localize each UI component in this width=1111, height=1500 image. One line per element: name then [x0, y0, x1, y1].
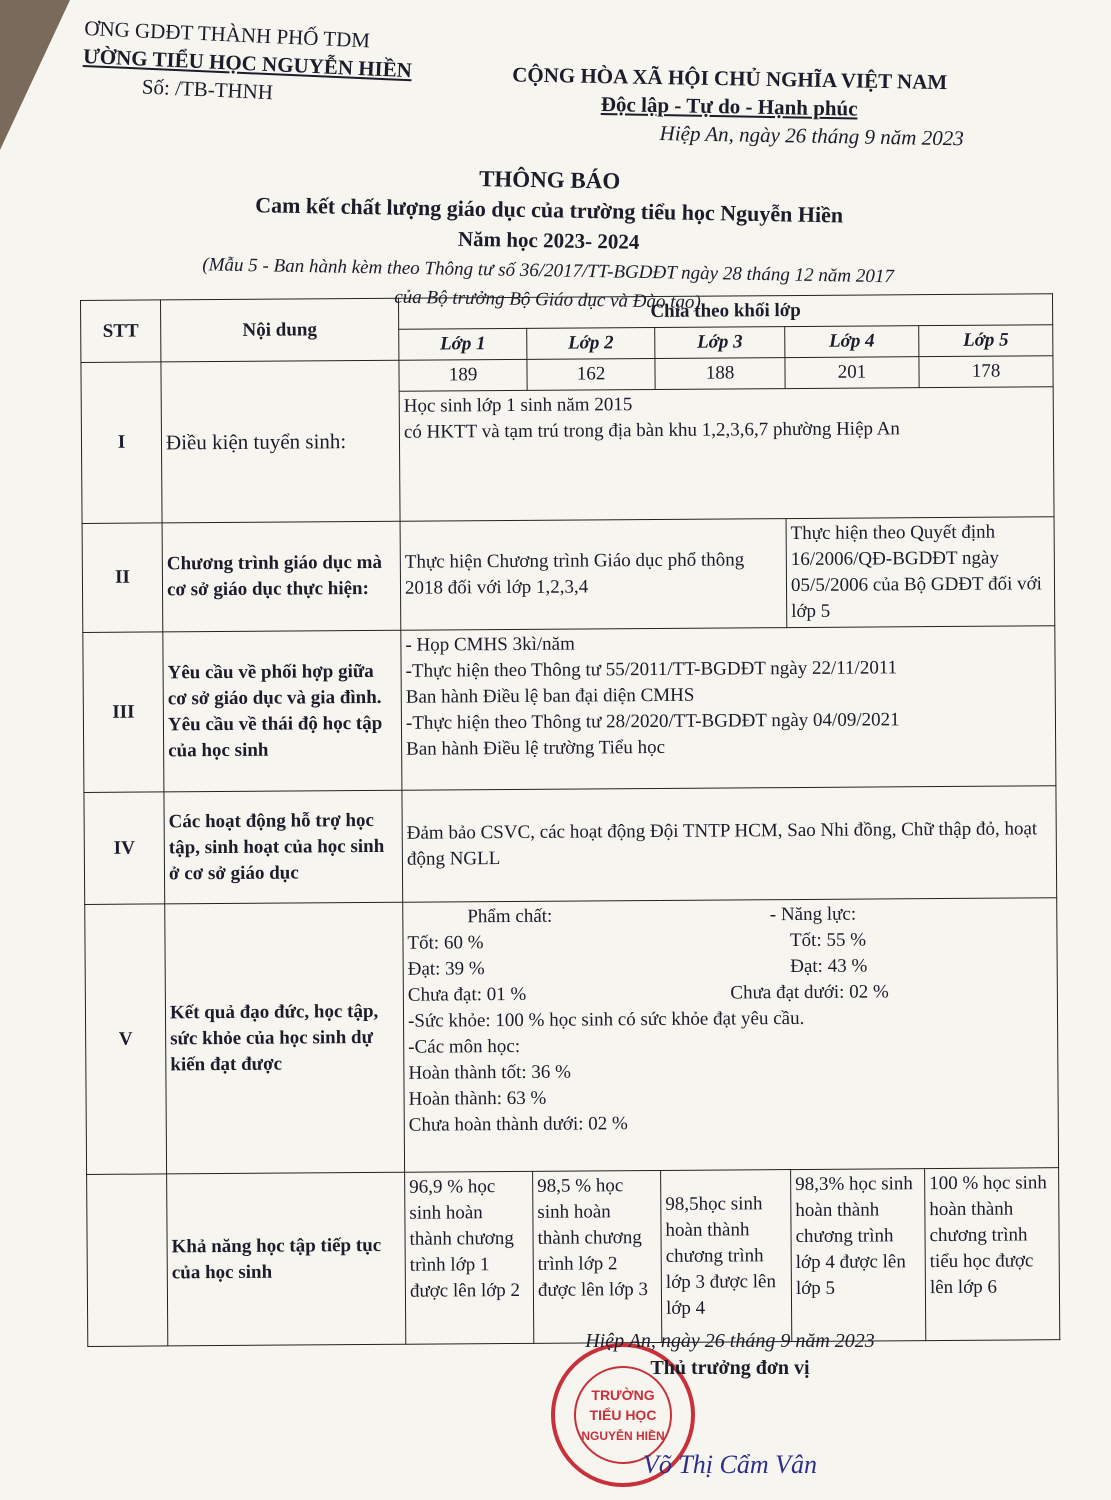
commitment-table-wrap — [80, 293, 1059, 1347]
grade-2: Lớp 2 — [527, 327, 655, 359]
competency-fail: Chưa đạt dưới: 02 % — [730, 981, 889, 1004]
quality-pass: Đạt: 39 % — [407, 958, 485, 980]
continuation-grade-2: 98,5 % học sinh hoàn thành chương trình lớp 2 được lên lớp 3 — [533, 1170, 662, 1343]
continuation-grade-1: 96,9 % học sinh hoàn thành chương trình lớp 1 được lên lớp 2 — [405, 1171, 534, 1344]
grade-4: Lớp 4 — [785, 326, 919, 358]
row-stt-v: V — [85, 904, 167, 1175]
competency-good: Tốt: 55 % — [789, 929, 867, 952]
row-stt-iv: IV — [84, 792, 165, 905]
row-stt-vi — [87, 1174, 168, 1347]
national-motto: Độc lập - Tự do - Hạnh phúc — [600, 92, 858, 121]
row-label-cooperation — [163, 630, 402, 792]
continuation-grade-3: 98,5học sinh hoàn thành chương trình lớp 3 được lên lớp 4 — [661, 1170, 792, 1343]
quality-good: Tốt: 60 % — [407, 932, 484, 954]
grade-1: Lớp 1 — [399, 328, 527, 360]
row-stt-ii: II — [82, 523, 163, 633]
cooperation-line-5: Ban hành Điều lệ trường Tiểu học — [406, 736, 666, 760]
template-note-2: của Bộ trưởng Bộ Giáo dục và Đào tạo) — [394, 286, 701, 313]
attitude-label: Yêu cầu về thái độ học tập của học sinh — [167, 712, 383, 761]
header-grade-split: Chia theo khối lớp — [398, 294, 1052, 330]
signature-date: Hiệp An, ngày 26 tháng 9 năm 2023 — [585, 1330, 875, 1352]
commitment-table — [80, 293, 1060, 1347]
count-grade-5: 178 — [919, 356, 1053, 388]
count-grade-1: 189 — [399, 359, 527, 391]
signature-role: Thủ trưởng đơn vị — [650, 1357, 810, 1379]
grade-5: Lớp 5 — [919, 325, 1053, 357]
admission-line-2: có HKTT và tạm trú trong địa bàn khu 1,2,3,6,7 phường Hiệp An — [403, 418, 900, 443]
count-grade-3: 188 — [655, 358, 785, 390]
signature-block — [560, 1330, 900, 1480]
grade-3: Lớp 3 — [655, 327, 785, 359]
template-note: (Mẫu 5 - Ban hành kèm theo Thông tư số 36/2017/TT-BGDĐT ngày 28 tháng 12 năm 2017 — [202, 254, 894, 288]
row-label-results: Kết quả đạo đức, học tập, sức khỏe của học sinh dự kiến đạt được — [165, 902, 405, 1174]
quality-heading: Phẩm chất: — [467, 905, 553, 928]
stamp-text-1: TRƯỜNG — [591, 1387, 655, 1403]
subjects-heading: -Các môn học: — [408, 1035, 521, 1058]
document-number: Số: /TB-THNH — [141, 74, 274, 105]
stamp-text-3: NGUYỄN HIỀN — [581, 1429, 665, 1443]
row-stt-iii: III — [83, 632, 164, 793]
subjects-complete: Hoàn thành: 63 % — [408, 1087, 547, 1110]
document-subtitle: Cam kết chất lượng giáo dục của trường tiểu học Nguyễn Hiền — [255, 192, 844, 228]
cooperation-line-1: - Họp CMHS 3kì/năm — [405, 633, 575, 656]
stamp-text-2: TIỂU HỌC — [589, 1407, 657, 1423]
cooperation-label: Yêu cầu về phối hợp giữa cơ sở giáo dục và gia đình. — [167, 660, 382, 709]
school-year: Năm học 2023- 2024 — [457, 226, 640, 254]
cooperation-details — [401, 626, 1056, 791]
cooperation-line-2: -Thực hiện theo Thông tư 55/2011/TT-BGDĐT ngày 22/11/2011 — [405, 657, 898, 682]
cooperation-line-3: Ban hành Điều lệ ban đại diện CMHS — [405, 684, 695, 708]
background-corner — [0, 0, 70, 150]
results-grid — [407, 900, 1053, 1009]
table-row — [84, 786, 1057, 905]
subjects-incomplete: Chưa hoàn thành dưới: 02 % — [408, 1113, 628, 1136]
issue-date: Hiệp An, ngày 26 tháng 9 năm 2023 — [659, 121, 964, 151]
row-label-continuation: Khả năng học tập tiếp tục của học sinh — [167, 1172, 406, 1346]
results-details — [403, 898, 1059, 1173]
agency-name: ƠNG GDĐT THÀNH PHỐ TDM — [83, 15, 371, 53]
quality-fail: Chưa đạt: 01 % — [407, 983, 527, 1006]
competency-heading: - Năng lực: — [769, 903, 857, 926]
cooperation-line-4: -Thực hiện theo Thông tư 28/2020/TT-BGDĐT ngày 04/09/2021 — [405, 709, 900, 734]
count-grade-4: 201 — [785, 357, 919, 389]
continuation-grade-4: 98,3% học sinh hoàn thành chương trình lớp 4 được lên lớp 5 — [791, 1169, 926, 1342]
row-label-program: Chương trình giáo dục mà cơ sở giáo dục thực hiện: — [162, 521, 401, 632]
row-label-admission: Điều kiện tuyển sinh: — [161, 360, 400, 523]
document-title: THÔNG BÁO — [478, 166, 621, 194]
subjects-excellent: Hoàn thành tốt: 36 % — [408, 1061, 572, 1084]
header-stt: STT — [81, 300, 161, 363]
activities-details: Đảm bảo CSVC, các hoạt động Đội TNTP HCM, Sao Nhi đồng, Chữ thập đỏ, hoạt động NGLL — [402, 786, 1057, 903]
count-grade-2: 162 — [527, 358, 655, 390]
table-row — [82, 517, 1055, 633]
program-grades-1-4: Thực hiện Chương trình Giáo dục phổ thông 2018 đối với lớp 1,2,3,4 — [400, 519, 787, 631]
header-content: Nội dung — [161, 298, 399, 362]
health-result: -Sức khỏe: 100 % học sinh có sức khỏe đạt yêu cầu. — [407, 1007, 805, 1032]
admission-line-1: Học sinh lớp 1 sinh năm 2015 — [403, 394, 633, 417]
row-label-activities: Các hoạt động hỗ trợ học tập, sinh hoạt của học sinh ở cơ sở giáo dục — [164, 790, 403, 904]
signatory-name: Võ Thị Cẩm Vân — [642, 1450, 818, 1479]
table-row — [85, 898, 1059, 1175]
competency-pass: Đạt: 43 % — [790, 955, 868, 978]
national-title: CỘNG HÒA XÃ HỘI CHỦ NGHĨA VIỆT NAM — [512, 62, 948, 95]
row-stt-i: I — [81, 362, 162, 524]
admission-conditions — [399, 387, 1054, 522]
header-right — [484, 60, 975, 153]
school-name: ƯỜNG TIỂU HỌC NGUYỄN HIỀN — [82, 43, 413, 83]
program-grade-5: Thực hiện theo Quyết định 16/2006/QĐ-BGDĐT ngày 05/5/2006 của Bộ GDĐT đối với lớp 5 — [786, 517, 1055, 628]
continuation-grade-5: 100 % học sinh hoàn thành chương trình tiểu học được lên lớp 6 — [925, 1168, 1060, 1341]
header-left — [81, 14, 484, 115]
table-row — [83, 626, 1056, 793]
table-row — [87, 1168, 1060, 1347]
